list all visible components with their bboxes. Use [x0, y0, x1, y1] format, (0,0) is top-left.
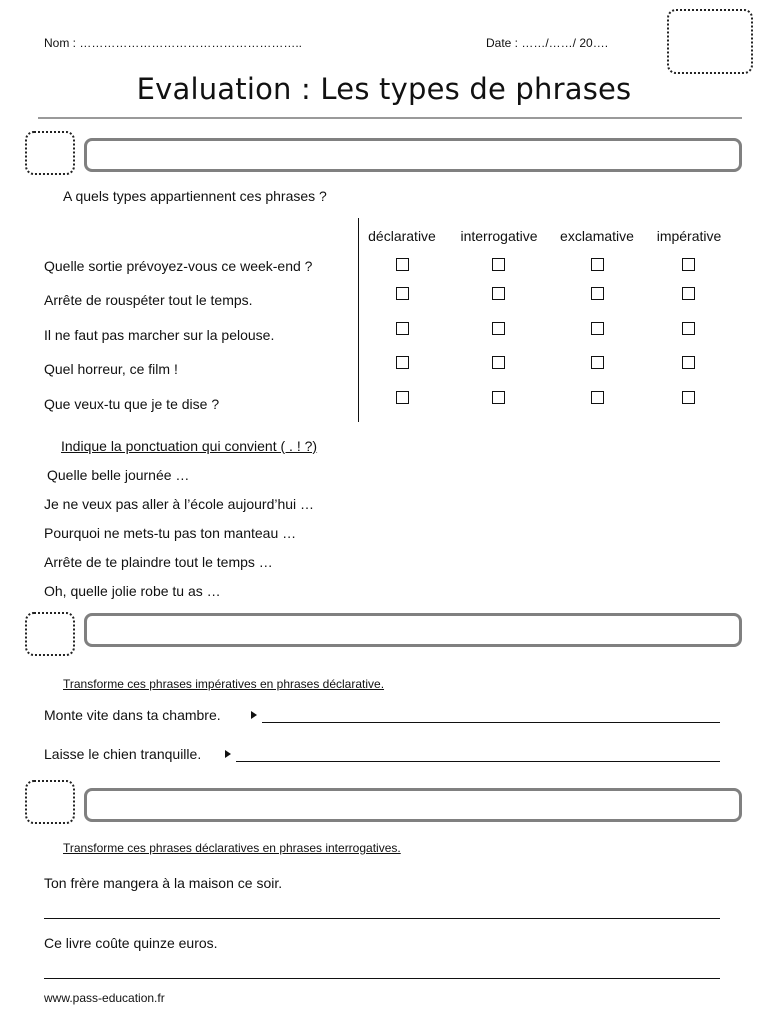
- s1-sentence-4: Quel horreur, ce film !: [44, 361, 178, 377]
- checkbox-r3-interrogative[interactable]: [492, 322, 505, 335]
- checkbox-r1-declarative[interactable]: [396, 258, 409, 271]
- table-divider: [358, 218, 359, 422]
- checkbox-r2-imperative[interactable]: [682, 287, 695, 300]
- col-declarative: déclarative: [368, 228, 436, 244]
- answer-line-3-2[interactable]: [236, 761, 720, 762]
- answer-line-4-2[interactable]: [44, 978, 720, 979]
- score-box-1: [25, 131, 75, 175]
- checkbox-r5-interrogative[interactable]: [492, 391, 505, 404]
- answer-line-4-1[interactable]: [44, 918, 720, 919]
- s2-sentence-1: Quelle belle journée …: [47, 467, 190, 483]
- s4-sentence-1: Ton frère mangera à la maison ce soir.: [44, 875, 283, 891]
- section4-instruction: Transforme ces phrases déclaratives en phrases interrogatives.: [63, 841, 401, 855]
- s3-sentence-2: Laisse le chien tranquille.: [44, 746, 202, 762]
- answer-line-3-1[interactable]: [262, 722, 720, 723]
- arrow-icon: [225, 750, 231, 758]
- s1-sentence-2: Arrête de rouspéter tout le temps.: [44, 292, 253, 308]
- date-field: Date : ……/……/ 20….: [486, 36, 609, 50]
- footer-url[interactable]: www.pass-education.fr: [44, 991, 165, 1005]
- checkbox-r4-interrogative[interactable]: [492, 356, 505, 369]
- s2-sentence-3: Pourquoi ne mets-tu pas ton manteau …: [44, 525, 297, 541]
- s2-sentence-4: Arrête de te plaindre tout le temps …: [44, 554, 273, 570]
- skill-banner-2: [84, 613, 742, 647]
- checkbox-r2-declarative[interactable]: [396, 287, 409, 300]
- checkbox-r4-exclamative[interactable]: [591, 356, 604, 369]
- grade-box: [667, 9, 753, 74]
- s2-sentence-2: Je ne veux pas aller à l’école aujourd’hui …: [44, 496, 315, 512]
- checkbox-r5-declarative[interactable]: [396, 391, 409, 404]
- checkbox-r3-exclamative[interactable]: [591, 322, 604, 335]
- skill-banner-3: [84, 788, 742, 822]
- checkbox-r5-imperative[interactable]: [682, 391, 695, 404]
- s2-sentence-5: Oh, quelle jolie robe tu as …: [44, 583, 221, 599]
- checkbox-r1-interrogative[interactable]: [492, 258, 505, 271]
- skill-banner-1: [84, 138, 742, 172]
- arrow-icon: [251, 711, 257, 719]
- section1-instruction: A quels types appartiennent ces phrases ?: [63, 188, 327, 204]
- s3-sentence-1: Monte vite dans ta chambre.: [44, 707, 221, 723]
- s1-sentence-3: Il ne faut pas marcher sur la pelouse.: [44, 327, 275, 343]
- checkbox-r2-interrogative[interactable]: [492, 287, 505, 300]
- nom-field: Nom : ………………………………………………..: [44, 36, 303, 50]
- checkbox-r4-declarative[interactable]: [396, 356, 409, 369]
- title-divider: [38, 117, 742, 119]
- score-box-2: [25, 612, 75, 656]
- checkbox-r5-exclamative[interactable]: [591, 391, 604, 404]
- section3-instruction: Transforme ces phrases impératives en phrases déclarative.: [63, 677, 385, 691]
- s1-sentence-5: Que veux-tu que je te dise ?: [44, 396, 220, 412]
- checkbox-r1-exclamative[interactable]: [591, 258, 604, 271]
- page-title: Evaluation : Les types de phrases: [136, 72, 632, 106]
- checkbox-r3-declarative[interactable]: [396, 322, 409, 335]
- col-interrogative: interrogative: [460, 228, 538, 244]
- checkbox-r3-imperative[interactable]: [682, 322, 695, 335]
- checkbox-r2-exclamative[interactable]: [591, 287, 604, 300]
- col-exclamative: exclamative: [560, 228, 634, 244]
- checkbox-r1-imperative[interactable]: [682, 258, 695, 271]
- s4-sentence-2: Ce livre coûte quinze euros.: [44, 935, 218, 951]
- checkbox-r4-imperative[interactable]: [682, 356, 695, 369]
- s1-sentence-1: Quelle sortie prévoyez-vous ce week-end ?: [44, 258, 313, 274]
- section2-instruction: Indique la ponctuation qui convient ( . ! ?): [61, 438, 318, 454]
- score-box-3: [25, 780, 75, 824]
- col-imperative: impérative: [656, 228, 722, 244]
